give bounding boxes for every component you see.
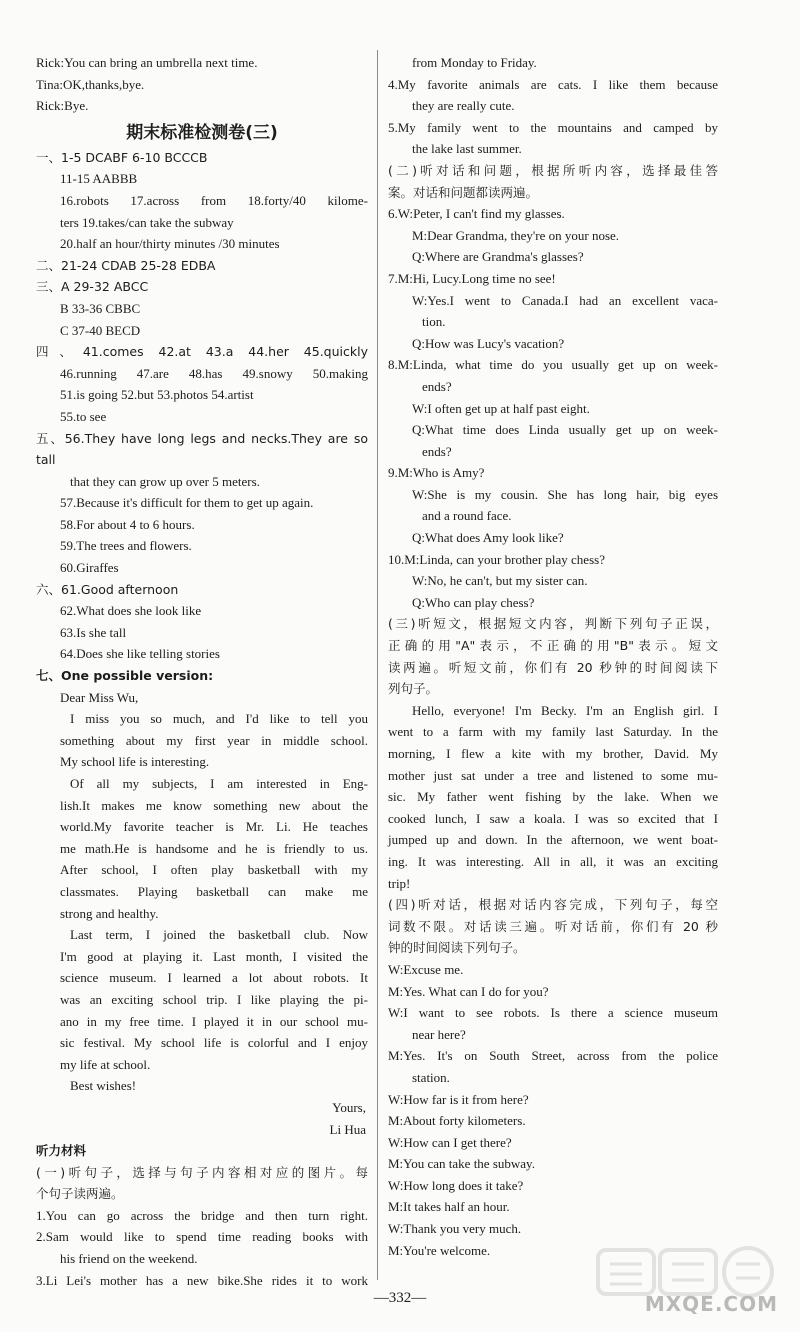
right-text-line: (三)听短文，根据短文内容，判断下列句子正误， <box>388 616 718 632</box>
right-text-line: W:Excuse me. <box>388 961 464 977</box>
right-text-line: 10.M:Linda, can your brother play chess? <box>388 551 605 567</box>
right-text-line: mother just sat under a tree and listened to some mu- <box>388 767 718 783</box>
right-text-line: cooked lunch, I saw a koala. I was so excited that I <box>388 810 718 826</box>
left-text-line: 60.Giraffes <box>60 560 119 576</box>
right-text-line: they are really cute. <box>412 98 515 114</box>
right-text-line: Q:What time does Linda usually get up on week- <box>412 422 718 438</box>
left-text-line: 11-15 AABBB <box>60 171 138 187</box>
right-text-line: 钟的时间阅读下列句子。 <box>388 940 526 956</box>
left-text-line: his friend on the weekend. <box>60 1251 198 1267</box>
left-text-line: me math.He is handsome and he is friendly to us. <box>60 840 368 856</box>
left-text-line: something about my first year in middle school. <box>60 732 368 748</box>
right-text-line: W:Yes.I went to Canada.I had an excellent vaca- <box>412 292 718 308</box>
right-text-line: trip! <box>388 875 411 891</box>
left-text-line: 六、61.Good afternoon <box>36 581 179 597</box>
right-text-line: M:Yes. It's on South Street, across from the police <box>388 1048 718 1064</box>
section-title: 期末标准检测卷(三) <box>126 122 278 143</box>
left-text-line: 一、1-5 DCABF 6-10 BCCCB <box>36 149 208 165</box>
right-text-line: went to a farm with my family last Saturday. In the <box>388 724 718 740</box>
left-text-line: After school, I often play basketball with my <box>60 862 368 878</box>
left-text-line: B 33-36 CBBC <box>60 300 141 316</box>
left-text-line: 63.Is she tall <box>60 624 127 640</box>
left-text-line: 64.Does she like telling stories <box>60 646 220 662</box>
right-text-line: M:Yes. What can I do for you? <box>388 983 549 999</box>
left-text-line: Of all my subjects, I am interested in Eng- <box>70 776 368 791</box>
left-text-line: Li Hua <box>329 1121 366 1137</box>
right-text-line: 正确的用"A"表示，不正确的用"B"表示。短文 <box>388 638 718 654</box>
right-text-line: (二)听对话和问题，根据所听内容，选择最佳答 <box>388 162 718 178</box>
left-text-line: 四、41.comes 42.at 43.a 44.her 45.quickly <box>36 344 368 360</box>
left-text-line: was an exciting school trip. I like playing the pi- <box>60 991 368 1007</box>
right-text-line: W:Thank you very much. <box>388 1221 522 1237</box>
right-text-line: 案。对话和问题都读两遍。 <box>388 184 539 200</box>
right-text-line: W:No, he can't, but my sister can. <box>412 573 588 589</box>
right-text-line: W:How far is it from here? <box>388 1091 529 1107</box>
left-text-line: C 37-40 BECD <box>60 322 141 338</box>
left-text-line: Best wishes! <box>70 1078 137 1094</box>
right-text-line: jumped up and down. In the afternoon, we went boat- <box>388 832 718 848</box>
right-text-line: W:How can I get there? <box>388 1134 512 1150</box>
left-text-line: Last term, I joined the basketball club. Now <box>70 927 368 943</box>
left-text-line: 二、21-24 CDAB 25-28 EDBA <box>36 257 216 273</box>
right-text-line: W:I want to see robots. Is there a science museum <box>388 1005 718 1021</box>
left-text-line: ters 19.takes/can take the subway <box>60 214 234 230</box>
right-text-line: Q:Where are Grandma's glasses? <box>412 249 584 265</box>
left-text-line: 51.is going 52.but 53.photos 54.artist <box>60 387 254 403</box>
left-text-line: 46.running 47.are 48.has 49.snowy 50.making <box>60 365 368 381</box>
right-text-line: Q:How was Lucy's vacation? <box>412 335 565 351</box>
right-text-line: (四)听对话，根据对话内容完成，下列句子，每空 <box>388 897 718 913</box>
left-text-line: My school life is interesting. <box>60 754 210 770</box>
right-text-line: 4.My favorite animals are cats. I like them because <box>388 76 718 92</box>
right-text-line: Hello, everyone! I'm Becky. I'm an English girl. I <box>412 702 718 718</box>
right-text-line: 7.M:Hi, Lucy.Long time no see! <box>388 270 556 286</box>
left-text-line: Rick:You can bring an umbrella next time. <box>36 55 258 70</box>
right-text-line: M:About forty kilometers. <box>388 1113 526 1129</box>
left-text-line: (一)听句子，选择与句子内容相对应的图片。每 <box>36 1164 368 1180</box>
left-text-line: ano in my free time. I played it in our school mu- <box>60 1013 368 1029</box>
page-number: —332— <box>373 1290 427 1306</box>
left-text-line: Dear Miss Wu, <box>60 689 139 705</box>
right-text-line: 列句子。 <box>388 681 439 697</box>
left-text-line: I miss you so much, and I'd like to tell you <box>70 711 368 727</box>
left-text-line: strong and healthy. <box>60 905 159 921</box>
left-text-line: 1.You can go across the bridge and then turn right. <box>36 1207 368 1223</box>
right-text-line: ing. It was interesting. All in all, it was an exciting <box>388 853 718 869</box>
right-text-line: 9.M:Who is Amy? <box>388 465 485 481</box>
right-text-line: sic. My father went fishing by the lake. When we <box>388 789 718 805</box>
right-text-line: 读两遍。听短文前，你们有 20 秒钟的时间阅读下 <box>388 659 718 675</box>
right-text-line: morning, I flew a kite with my brother, David. My <box>388 746 718 761</box>
right-text-line: from Monday to Friday. <box>412 55 537 70</box>
left-text-line: 58.For about 4 to 6 hours. <box>60 516 195 532</box>
right-text-line: M:You can take the subway. <box>388 1156 535 1172</box>
column-divider <box>377 50 378 1280</box>
left-column <box>36 52 368 1291</box>
right-text-line: ends? <box>422 443 452 459</box>
left-text-line: lish.It makes me know something new about the <box>60 797 368 813</box>
right-text-line: near here? <box>412 1026 466 1042</box>
left-text-line: 59.The trees and flowers. <box>60 538 192 554</box>
right-text-line: M:You're welcome. <box>388 1242 491 1258</box>
right-text-line: tion. <box>422 314 446 330</box>
left-text-line: 个句子读两遍。 <box>36 1186 124 1202</box>
right-text-line: station. <box>412 1069 450 1085</box>
left-text-line: 55.to see <box>60 408 107 424</box>
left-text-line: I'm good at playing it. Last month, I visited the <box>60 948 368 964</box>
right-text-line: 8.M:Linda, what time do you usually get up on week- <box>388 357 718 373</box>
right-text-line: the lake last summer. <box>412 141 522 157</box>
left-text-line: 57.Because it's difficult for them to get up again. <box>60 495 314 511</box>
left-text-line: that they can grow up over 5 meters. <box>70 473 260 489</box>
right-text-line: M:Dear Grandma, they're on your nose. <box>412 227 620 243</box>
right-text-line: 6.W:Peter, I can't find my glasses. <box>388 206 565 222</box>
left-text-line: science museum. I learned a lot about robots. It <box>60 970 368 986</box>
left-text-line: 听力材料 <box>36 1143 87 1159</box>
left-text-line: 16.robots 17.across from 18.forty/40 kilome- <box>60 192 368 208</box>
right-text-line: W:I often get up at half past eight. <box>412 400 590 416</box>
left-text-line: 三、A 29-32 ABCC <box>36 279 149 295</box>
left-text-line: 2.Sam would like to spend time reading books with <box>36 1229 368 1245</box>
right-text-line: W:How long does it take? <box>388 1177 524 1193</box>
left-text-line: Tina:OK,thanks,bye. <box>36 76 145 92</box>
left-text-line: 五、56.They have long legs and necks.They are so tall <box>36 430 368 468</box>
left-text-line: 20.half an hour/thirty minutes /30 minutes <box>60 236 280 252</box>
right-text-line: 5.My family went to the mountains and camped by <box>388 119 718 135</box>
right-text-line: and a round face. <box>422 508 512 524</box>
right-text-line: ends? <box>422 378 452 394</box>
left-text-line: 七、One possible version: <box>36 668 214 684</box>
left-text-line: my life at school. <box>60 1056 151 1072</box>
watermark-text: MXQE.COM <box>644 1292 778 1316</box>
left-text-line: Rick:Bye. <box>36 98 89 114</box>
left-text-line: world.My favorite teacher is Mr. Li. He teaches <box>60 819 368 835</box>
right-text-line: Q:Who can play chess? <box>412 594 535 610</box>
left-text-line: 62.What does she look like <box>60 603 202 619</box>
left-text-line: classmates. Playing basketball can make me <box>60 883 368 899</box>
left-text-line: sic festival. My school life is colorful and I enjoy <box>60 1035 368 1051</box>
right-text-line: Q:What does Amy look like? <box>412 530 564 546</box>
right-text-line: 词数不限。对话读三遍。听对话前，你们有 20 秒 <box>388 918 718 934</box>
left-text-line: Yours, <box>332 1099 366 1115</box>
right-text-line: M:It takes half an hour. <box>388 1199 510 1215</box>
left-text-line: 3.Li Lei's mother has a new bike.She rides it to work <box>36 1272 368 1288</box>
right-text-line: W:She is my cousin. She has long hair, big eyes <box>412 486 718 502</box>
right-column <box>388 52 718 1261</box>
